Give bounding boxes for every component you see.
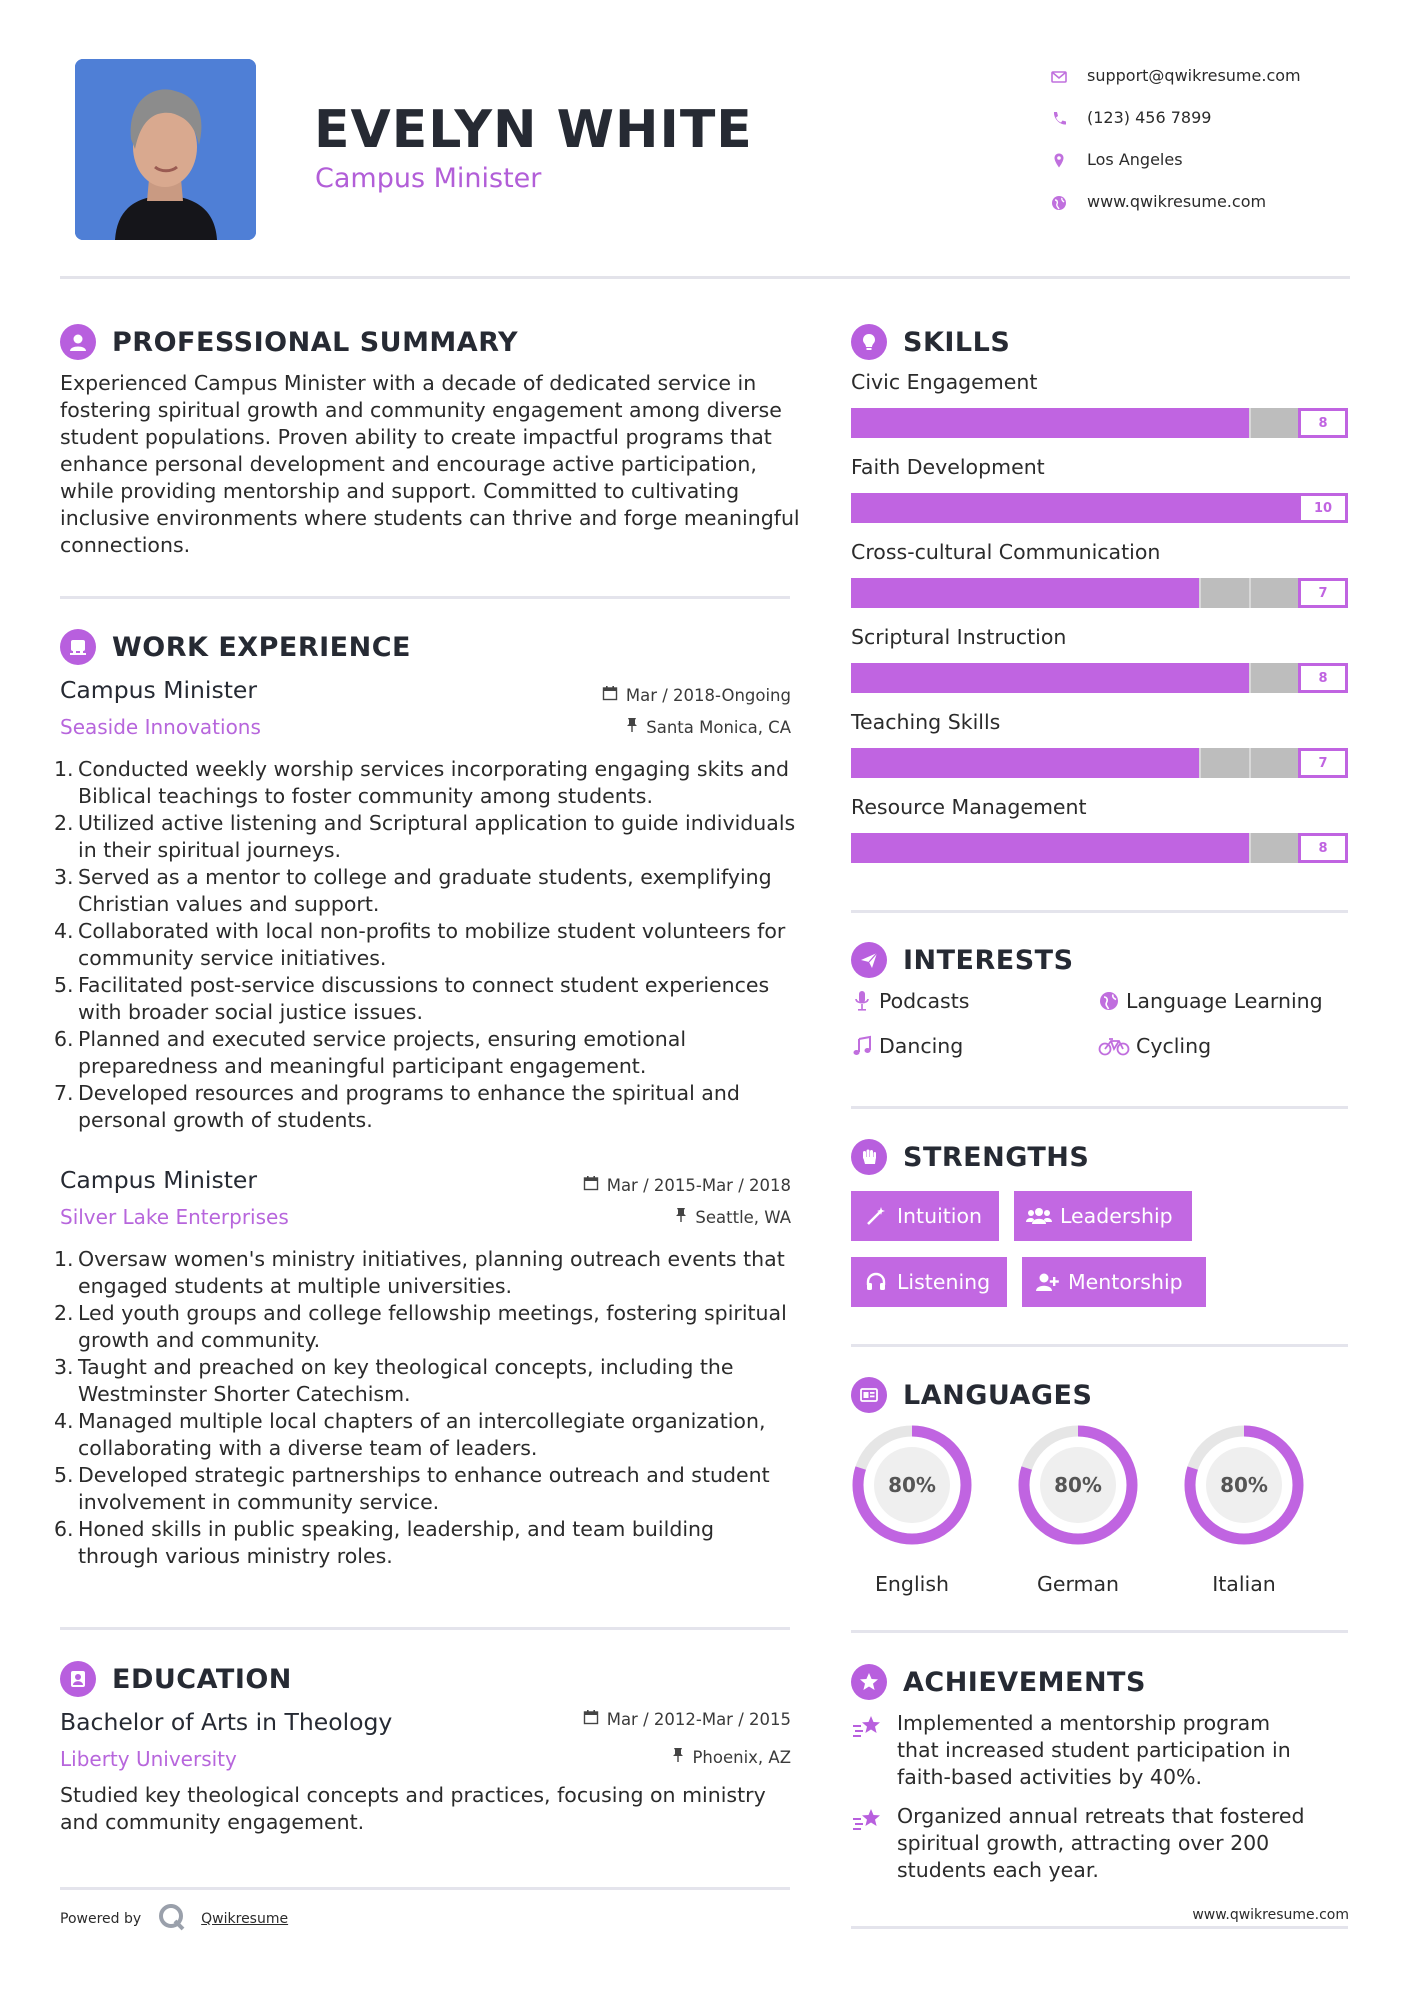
skills-divider	[851, 910, 1348, 913]
skill-bar-segment	[1199, 493, 1201, 523]
list-item: 3. Served as a mentor to college and graduate students, exemplifying Christian values and support.	[54, 865, 772, 916]
strength-label: Intuition	[897, 1204, 983, 1228]
skill-bar-segment	[1050, 663, 1052, 693]
contact-phone-text: (123) 456 7899	[1087, 108, 1212, 127]
contact-location	[1050, 140, 1370, 182]
skill-name: Civic Engagement	[851, 370, 1038, 394]
list-item: 6. Honed skills in public speaking, leadership, and team building through various ministry roles.	[54, 1517, 715, 1568]
skill-bar-segment	[1000, 408, 1002, 438]
language-item	[851, 1424, 973, 1596]
list-item: 3. Taught and preached on key theological concepts, including the Westminster Shorter Catechism.	[54, 1355, 734, 1406]
language-level: 80%	[1054, 1473, 1102, 1497]
education-divider	[60, 1887, 790, 1890]
user-icon	[60, 324, 96, 360]
skill-bar-segment	[1050, 493, 1052, 523]
skill-bar-segment	[950, 663, 952, 693]
languages-title: LANGUAGES	[903, 1379, 1093, 1411]
education-dates	[491, 1709, 791, 1729]
skill-bar-segment	[1050, 833, 1052, 863]
phone-icon	[1050, 110, 1068, 128]
star-badge-icon	[851, 1664, 887, 1700]
skill-bar-segment	[950, 833, 952, 863]
languages-header	[851, 1377, 1092, 1413]
skill-name: Scriptural Instruction	[851, 625, 1067, 649]
summary-text: Experienced Campus Minister with a decade of dedicated service in fostering spiritual growth and community engagement among diverse student populations. Proven ability to create impactful programs that enhance personal development and encourage active participation, while providing mentorship and support. Committed to cultivating inclusive environments where students can thrive and forge meaningful connections.	[60, 371, 800, 557]
contact-website-text: www.qwikresume.com	[1087, 192, 1267, 211]
skill-bar-fill	[851, 748, 1199, 778]
contact-email-text: support@qwikresume.com	[1087, 66, 1301, 85]
calendar-icon	[583, 1175, 599, 1195]
strength-intuition	[851, 1191, 999, 1241]
fist-icon	[851, 1139, 887, 1175]
language-name: German	[1036, 1572, 1120, 1596]
skill-bar-segment	[1249, 748, 1251, 778]
job-dates	[491, 1175, 791, 1195]
list-item: 2. Utilized active listening and Scriptural application to guide individuals in their spiritual journeys.	[54, 811, 796, 862]
skill-bar-segment	[1100, 663, 1102, 693]
contact-email[interactable]	[1050, 56, 1370, 98]
achievements-title: ACHIEVEMENTS	[903, 1666, 1146, 1698]
strength-label: Leadership	[1060, 1204, 1173, 1228]
skill-bar-segment	[1100, 493, 1102, 523]
header-divider	[60, 276, 1350, 279]
skill-name: Faith Development	[851, 455, 1045, 479]
skill-bar-segment	[950, 578, 952, 608]
skill-bar-segment	[1199, 578, 1201, 608]
skill-bar-segment	[901, 578, 903, 608]
job-title: Campus Minister	[60, 1166, 258, 1194]
strength-label: Listening	[897, 1270, 991, 1294]
interests-divider	[851, 1106, 1348, 1109]
user-plus-icon	[1034, 1270, 1060, 1294]
contact-website[interactable]	[1050, 182, 1370, 224]
skill-score: 8	[1298, 833, 1348, 863]
profile-photo	[75, 59, 256, 240]
languages-divider	[851, 1630, 1348, 1633]
globe-icon	[1098, 990, 1120, 1012]
skill-bar	[851, 493, 1348, 523]
graduate-icon	[60, 1661, 96, 1697]
bicycle-icon	[1098, 1035, 1130, 1057]
job-achievements-list	[54, 756, 800, 1134]
powered-by-text: Powered by	[60, 1911, 142, 1927]
skill-bar-segment	[1100, 408, 1102, 438]
interests-header	[851, 942, 1074, 978]
lightbulb-icon	[851, 324, 887, 360]
skill-bar-segment	[1050, 578, 1052, 608]
interest-label: Cycling	[1136, 1034, 1212, 1058]
education-location-text: Phoenix, AZ	[692, 1747, 791, 1767]
interests-title: INTERESTS	[903, 944, 1074, 976]
interest-label: Language Learning	[1126, 989, 1323, 1013]
contact-list	[1050, 56, 1370, 224]
microphone-icon	[851, 990, 873, 1012]
education-title: EDUCATION	[112, 1663, 292, 1695]
skill-bar-segment	[1149, 408, 1151, 438]
achievements-header	[851, 1664, 1146, 1700]
footer-branding	[60, 1902, 288, 1936]
achievement-text: Organized annual retreats that fostered spiritual growth, attracting over 200 students each year.	[897, 1804, 1305, 1882]
summary-header	[60, 324, 518, 360]
envelope-icon	[1050, 68, 1068, 86]
job-location	[491, 1207, 791, 1227]
calendar-icon	[602, 685, 618, 705]
list-item: 6. Planned and executed service projects, ensuring emotional preparedness and meaningful participant engagement.	[54, 1027, 687, 1078]
skill-name: Resource Management	[851, 795, 1087, 819]
skill-bar-segment	[1199, 663, 1201, 693]
skill-bar	[851, 748, 1348, 778]
skill-bar-segment	[1050, 408, 1052, 438]
skill-score: 10	[1298, 493, 1348, 523]
skills-header	[851, 324, 1010, 360]
skill-bar-segment	[1149, 578, 1151, 608]
magic-wand-icon	[863, 1204, 889, 1228]
paper-plane-icon	[851, 942, 887, 978]
skill-bar-segment	[1100, 748, 1102, 778]
education-location	[491, 1747, 791, 1767]
experience-divider	[60, 1627, 790, 1630]
list-item: 2. Led youth groups and college fellowship meetings, fostering spiritual growth and community.	[54, 1301, 787, 1352]
contact-location-text: Los Angeles	[1087, 150, 1183, 169]
skill-bar-segment	[1249, 578, 1251, 608]
qwikresume-link[interactable]: Qwikresume	[201, 1911, 289, 1927]
skill-bar-segment	[1149, 748, 1151, 778]
skill-bar-segment	[1199, 748, 1201, 778]
interest-cycling	[1098, 1034, 1211, 1058]
skill-bar-segment	[901, 493, 903, 523]
achievements-divider	[851, 1926, 1348, 1929]
skill-score: 8	[1298, 408, 1348, 438]
calendar-icon	[583, 1709, 599, 1729]
strengths-title: STRENGTHS	[903, 1141, 1090, 1173]
job-location-text: Seattle, WA	[695, 1207, 791, 1227]
language-level: 80%	[888, 1473, 936, 1497]
shooting-star-icon	[851, 1805, 883, 1835]
skill-bar	[851, 663, 1348, 693]
job-location	[491, 717, 791, 737]
skill-bar-segment	[1050, 748, 1052, 778]
list-item: 4. Collaborated with local non-profits to mobilize student volunteers for community service initiatives.	[54, 919, 786, 970]
skill-bar-segment	[1199, 833, 1201, 863]
qwikresume-logo-icon	[157, 1902, 187, 1936]
school-name: Liberty University	[60, 1747, 237, 1771]
strength-mentorship	[1022, 1257, 1206, 1307]
education-dates-text: Mar / 2012-Mar / 2015	[606, 1709, 791, 1729]
job-company: Seaside Innovations	[60, 715, 261, 739]
education-header	[60, 1661, 292, 1697]
candidate-role: Campus Minister	[315, 163, 542, 194]
pin-icon	[626, 717, 638, 737]
skills-title: SKILLS	[903, 326, 1011, 358]
skill-bar-segment	[1149, 493, 1151, 523]
skill-bar-segment	[950, 493, 952, 523]
briefcase-icon	[60, 629, 96, 665]
summary-title: PROFESSIONAL SUMMARY	[112, 326, 519, 358]
interest-label: Podcasts	[879, 989, 970, 1013]
language-level: 80%	[1220, 1473, 1268, 1497]
map-pin-icon	[1050, 152, 1068, 170]
language-name: English	[874, 1572, 950, 1596]
contact-phone[interactable]	[1050, 98, 1370, 140]
skill-bar-segment	[1149, 833, 1151, 863]
headphones-icon	[863, 1270, 889, 1294]
interest-language-learning	[1098, 989, 1323, 1013]
job-company: Silver Lake Enterprises	[60, 1205, 289, 1229]
music-note-icon	[851, 1035, 873, 1057]
language-card-icon	[851, 1377, 887, 1413]
skill-score: 7	[1298, 748, 1348, 778]
pin-icon	[675, 1207, 687, 1227]
skill-bar-segment	[950, 748, 952, 778]
job-dates	[491, 685, 791, 705]
skill-bar-segment	[901, 748, 903, 778]
degree-title: Bachelor of Arts in Theology	[60, 1708, 393, 1736]
experience-header	[60, 629, 411, 665]
skill-bar	[851, 408, 1348, 438]
job-achievements-list	[54, 1246, 800, 1570]
job-dates-text: Mar / 2018-Ongoing	[625, 685, 791, 705]
skill-bar	[851, 578, 1348, 608]
skill-score: 7	[1298, 578, 1348, 608]
skill-bar-segment	[901, 408, 903, 438]
interest-label: Dancing	[879, 1034, 964, 1058]
list-item: 5. Facilitated post-service discussions to connect student experiences with broader social justice issues.	[54, 973, 770, 1024]
experience-title: WORK EXPERIENCE	[112, 631, 411, 663]
skill-bar-segment	[1100, 578, 1102, 608]
list-item: 1. Oversaw women's ministry initiatives, planning outreach events that engaged students at multiple universities.	[54, 1247, 785, 1298]
skill-bar-segment	[1000, 833, 1002, 863]
education-description: Studied key theological concepts and practices, focusing on ministry and community engagement.	[60, 1783, 766, 1834]
skill-bar-segment	[1249, 663, 1251, 693]
strength-label: Mentorship	[1068, 1270, 1183, 1294]
skill-score: 8	[1298, 663, 1348, 693]
footer-website-link[interactable]: www.qwikresume.com	[1192, 1907, 1349, 1923]
strengths-header	[851, 1139, 1089, 1175]
list-item: 4. Managed multiple local chapters of an intercollegiate organization, collaborating with a diverse team of leaders.	[54, 1409, 766, 1460]
users-icon	[1026, 1204, 1052, 1228]
strength-listening	[851, 1257, 1007, 1307]
language-item	[1183, 1424, 1305, 1596]
skill-bar-segment	[1100, 833, 1102, 863]
skill-bar-segment	[1149, 663, 1151, 693]
list-item: 5. Developed strategic partnerships to enhance outreach and student involvement in community service.	[54, 1463, 770, 1514]
summary-divider	[60, 596, 790, 599]
job-dates-text: Mar / 2015-Mar / 2018	[606, 1175, 791, 1195]
skill-name: Teaching Skills	[851, 710, 1001, 734]
strengths-divider	[851, 1344, 1348, 1347]
skill-bar-segment	[950, 408, 952, 438]
skill-name: Cross-cultural Communication	[851, 540, 1161, 564]
skill-bar-segment	[1249, 493, 1251, 523]
interest-podcasts	[851, 989, 969, 1013]
skill-bar-segment	[1199, 408, 1201, 438]
shooting-star-icon	[851, 1712, 883, 1742]
interest-dancing	[851, 1034, 963, 1058]
skill-bar-segment	[901, 663, 903, 693]
skill-bar-segment	[1000, 493, 1002, 523]
candidate-name: EVELYN WHITE	[314, 100, 753, 160]
pin-icon	[672, 1747, 684, 1767]
skill-bar-segment	[1000, 748, 1002, 778]
list-item: 7. Developed resources and programs to enhance the spiritual and personal growth of students.	[54, 1081, 740, 1132]
job-title: Campus Minister	[60, 676, 258, 704]
list-item: 1. Conducted weekly worship services incorporating engaging skits and Biblical teachings to foster community among students.	[54, 757, 789, 808]
skill-bar	[851, 833, 1348, 863]
skill-bar-fill	[851, 578, 1199, 608]
skill-bar-segment	[1000, 663, 1002, 693]
language-item	[1017, 1424, 1139, 1596]
globe-icon	[1050, 194, 1068, 212]
achievement-text: Implemented a mentorship program that increased student participation in faith-based activities by 40%.	[897, 1711, 1291, 1789]
skill-bar-segment	[901, 833, 903, 863]
skill-bar-segment	[1249, 833, 1251, 863]
language-name: Italian	[1212, 1572, 1276, 1596]
skill-bar-segment	[1000, 578, 1002, 608]
strength-leadership	[1014, 1191, 1192, 1241]
job-location-text: Santa Monica, CA	[646, 717, 791, 737]
skill-bar-segment	[1249, 408, 1251, 438]
